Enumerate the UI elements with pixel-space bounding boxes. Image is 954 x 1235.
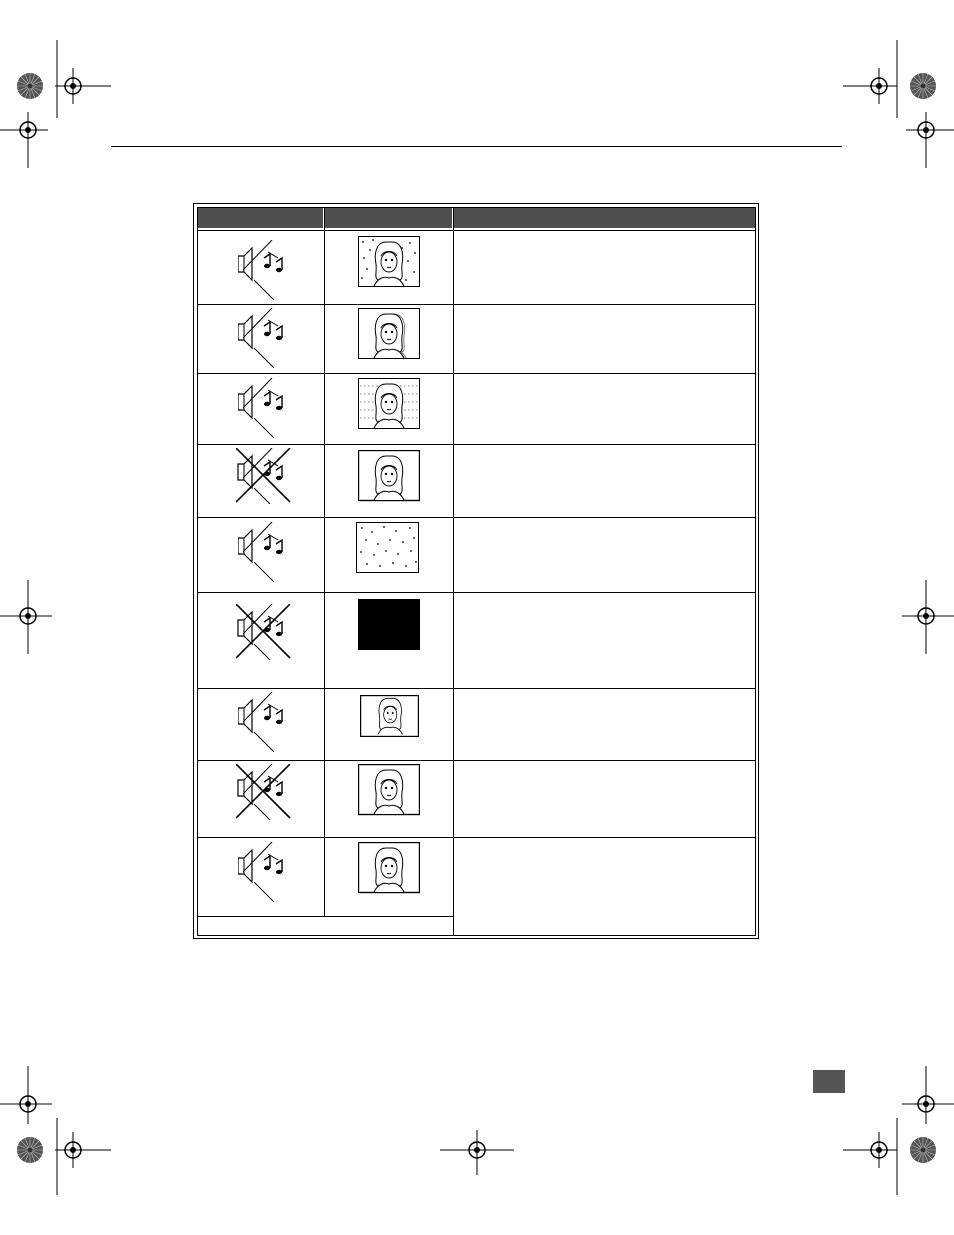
- row-divider: [198, 304, 755, 305]
- tv-screen-snow-icon: [356, 522, 420, 574]
- page-number-tab: [813, 1070, 845, 1093]
- row-divider: [198, 230, 755, 231]
- speaker-with-music-notes-icon: [238, 842, 288, 902]
- speaker-with-music-notes-icon: [238, 522, 288, 582]
- speaker-with-music-notes-icon: [238, 240, 288, 300]
- speaker-crossed-out-icon: [236, 604, 292, 660]
- tv-screen-face-icon: [358, 450, 420, 502]
- tv-screen-small-face-icon: [360, 695, 419, 737]
- row-divider: [198, 688, 755, 689]
- column-divider: [324, 208, 325, 916]
- tv-screen-interference-face-icon: [358, 378, 420, 430]
- column-header-picture: [325, 208, 452, 228]
- tv-screen-face-icon: [358, 842, 420, 894]
- speaker-crossed-out-icon: [236, 764, 292, 820]
- row-divider: [198, 517, 755, 518]
- speaker-with-music-notes-icon: [238, 692, 288, 752]
- speaker-with-music-notes-icon: [238, 308, 288, 368]
- tv-screen-black-icon: [358, 599, 420, 651]
- column-divider: [453, 208, 454, 936]
- tv-screen-ghost-face-icon: [358, 308, 420, 360]
- tv-screen-face-icon: [358, 764, 420, 816]
- row-divider: [198, 916, 453, 917]
- speaker-with-music-notes-icon: [238, 378, 288, 438]
- speaker-crossed-out-icon: [236, 448, 292, 504]
- row-divider: [198, 760, 755, 761]
- header-rule: [111, 146, 842, 147]
- row-divider: [198, 837, 755, 838]
- column-header-description: [454, 208, 755, 228]
- row-divider: [198, 592, 755, 593]
- row-divider: [198, 373, 755, 374]
- tv-screen-snowy-face-icon: [358, 236, 420, 288]
- row-divider: [198, 444, 755, 445]
- column-header-sound: [198, 208, 323, 228]
